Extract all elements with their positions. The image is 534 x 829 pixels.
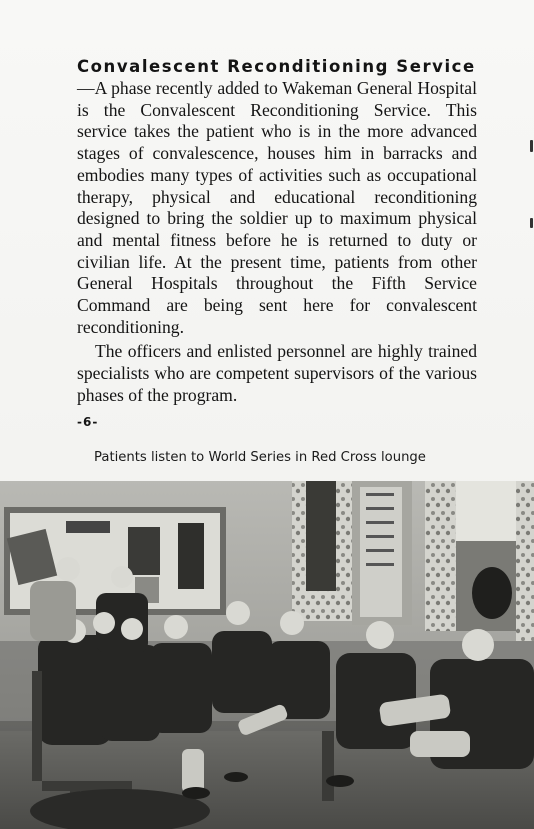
paragraph-personnel: The officers and enlisted personnel are highly trained specialists who are competent supervisors of the various phases of the program. (77, 341, 477, 405)
page-number: -6- (77, 414, 99, 429)
edge-mark-top (530, 140, 533, 152)
article-text (77, 56, 477, 429)
edge-mark-bottom (530, 218, 533, 228)
paragraph-convalescent-service: —A phase recently added to Wakeman General Hospital is the Convalescent Reconditioning Service. This service takes the patient who is in the more advanced stages of convalescence, houses him in barracks and embodies many types of activities such as occupational therapy, physical and educational reconditioning designed to bring the soldier up to maximum physical and mental fitness before he is returned to duty or civilian life. At the present time, patients from other General Hospitals throughout the Fifth Service Command are being sent here for convalescent reconditioning. (77, 78, 477, 337)
photo-caption: Patients listen to World Series in Red Cross lounge (94, 450, 426, 465)
section-heading: Convalescent Reconditioning Service (77, 57, 476, 76)
red-cross-lounge-photo (0, 481, 534, 829)
